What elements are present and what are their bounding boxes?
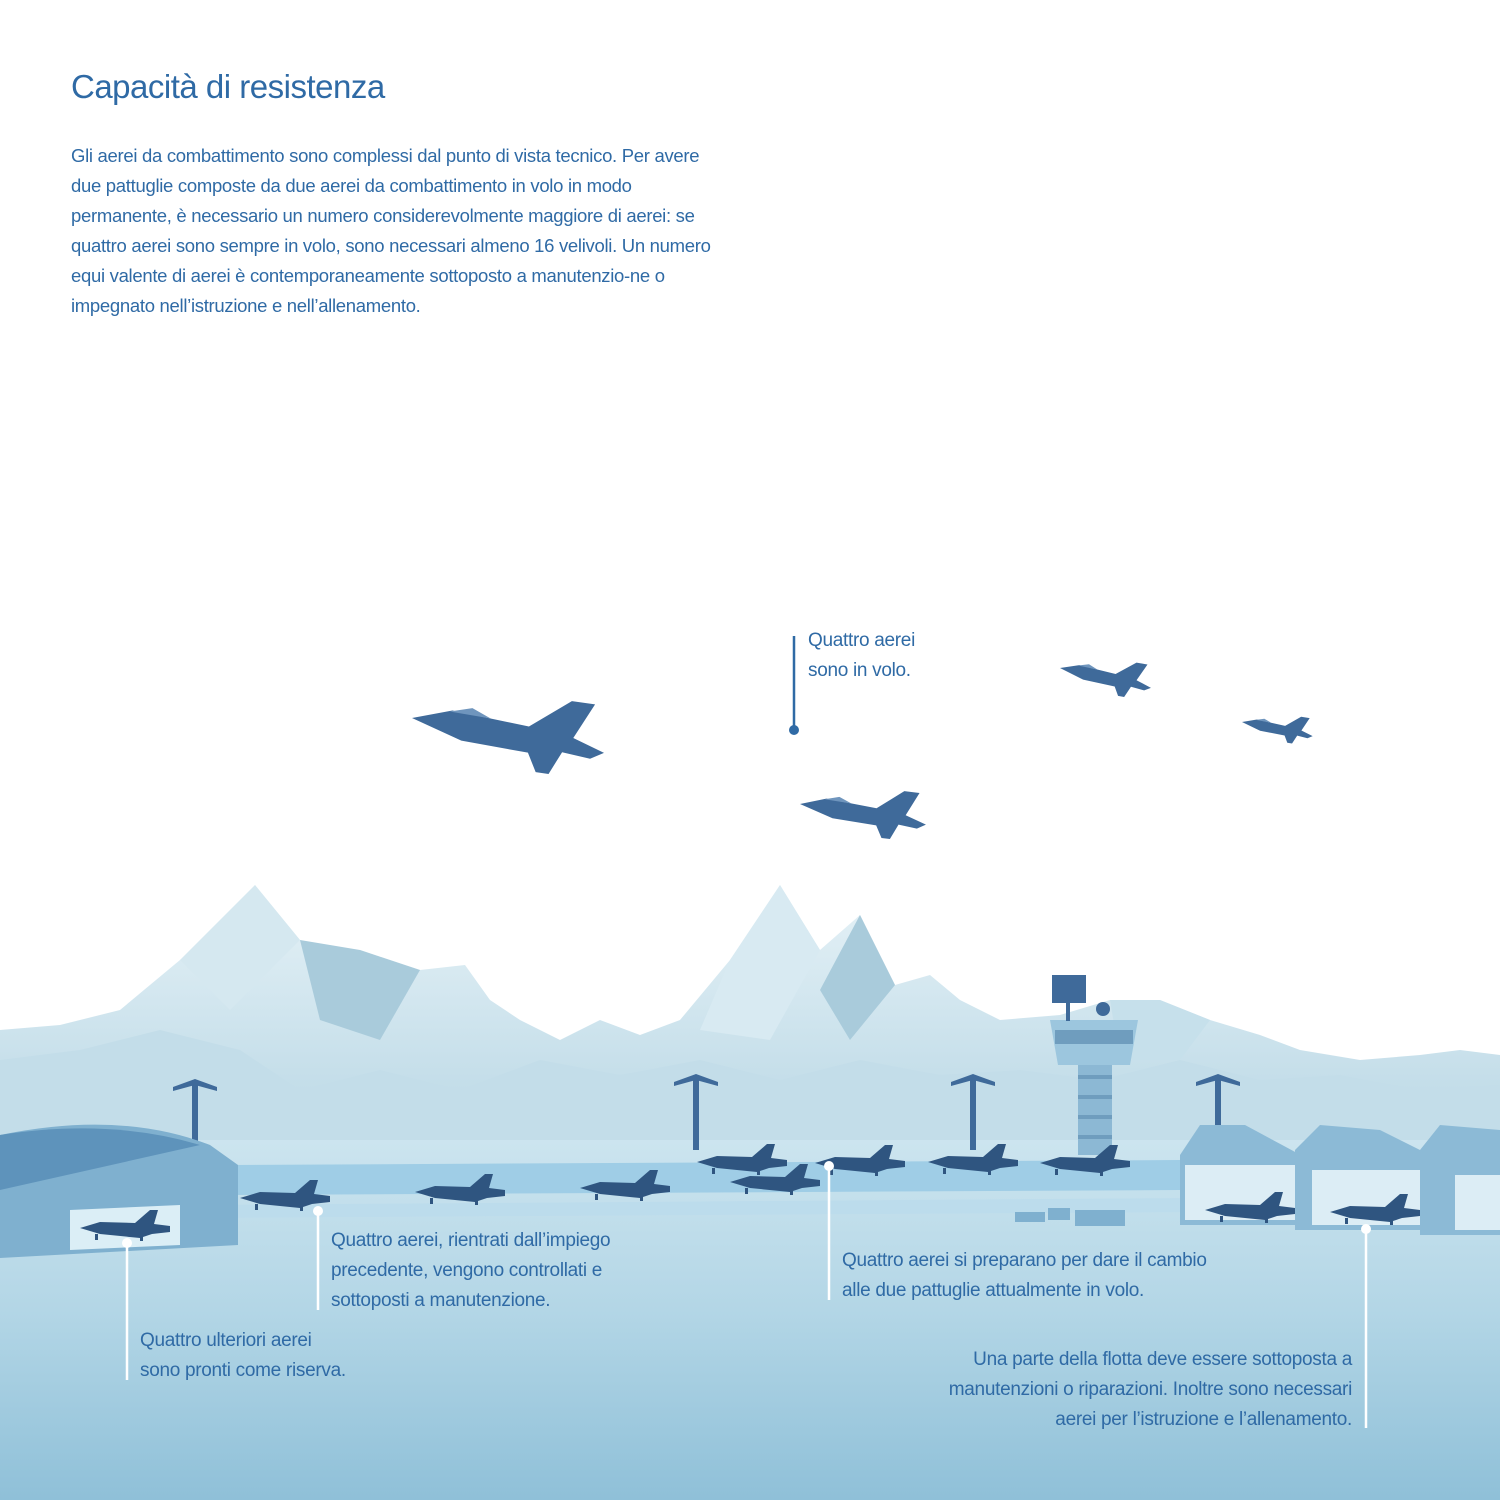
label-in-flight: Quattro aerei sono in volo. — [808, 630, 915, 681]
label-maintenance: Quattro aerei, rientrati dall’impiego precedente, vengono controllati e sottoposti a manutenzione. — [331, 1230, 611, 1311]
label-preparing: Quattro aerei si preparano per dare il cambio alle due pattuglie attualmente in volo. — [842, 1250, 1207, 1301]
intro-paragraph: Gli aerei da combattimento sono complessi dal punto di vista tecnico. Per avere due pattuglie composte da due aerei da combattimento in volo in modo permanente, è necessario un numero considerevolmente maggiore di aerei: se quattro aerei sono sempre in volo, sono necessari almeno 16 velivoli. Un numero equi valente di aerei è contemporaneamente sottoposto a manutenzio-ne o impegnato nell’istruzione e nell’allenamento. — [71, 145, 711, 316]
label-fleet: Una parte della flotta deve essere sottoposta a manutenzioni o riparazioni. Inoltre sono necessari aerei per l’istruzione e l’allenamento. — [948, 1349, 1352, 1430]
reserve-hangar — [0, 1125, 238, 1258]
label-reserve: Quattro ulteriori aerei sono pronti come riserva. — [140, 1330, 346, 1381]
page-title: Capacità di resistenza — [71, 68, 385, 105]
